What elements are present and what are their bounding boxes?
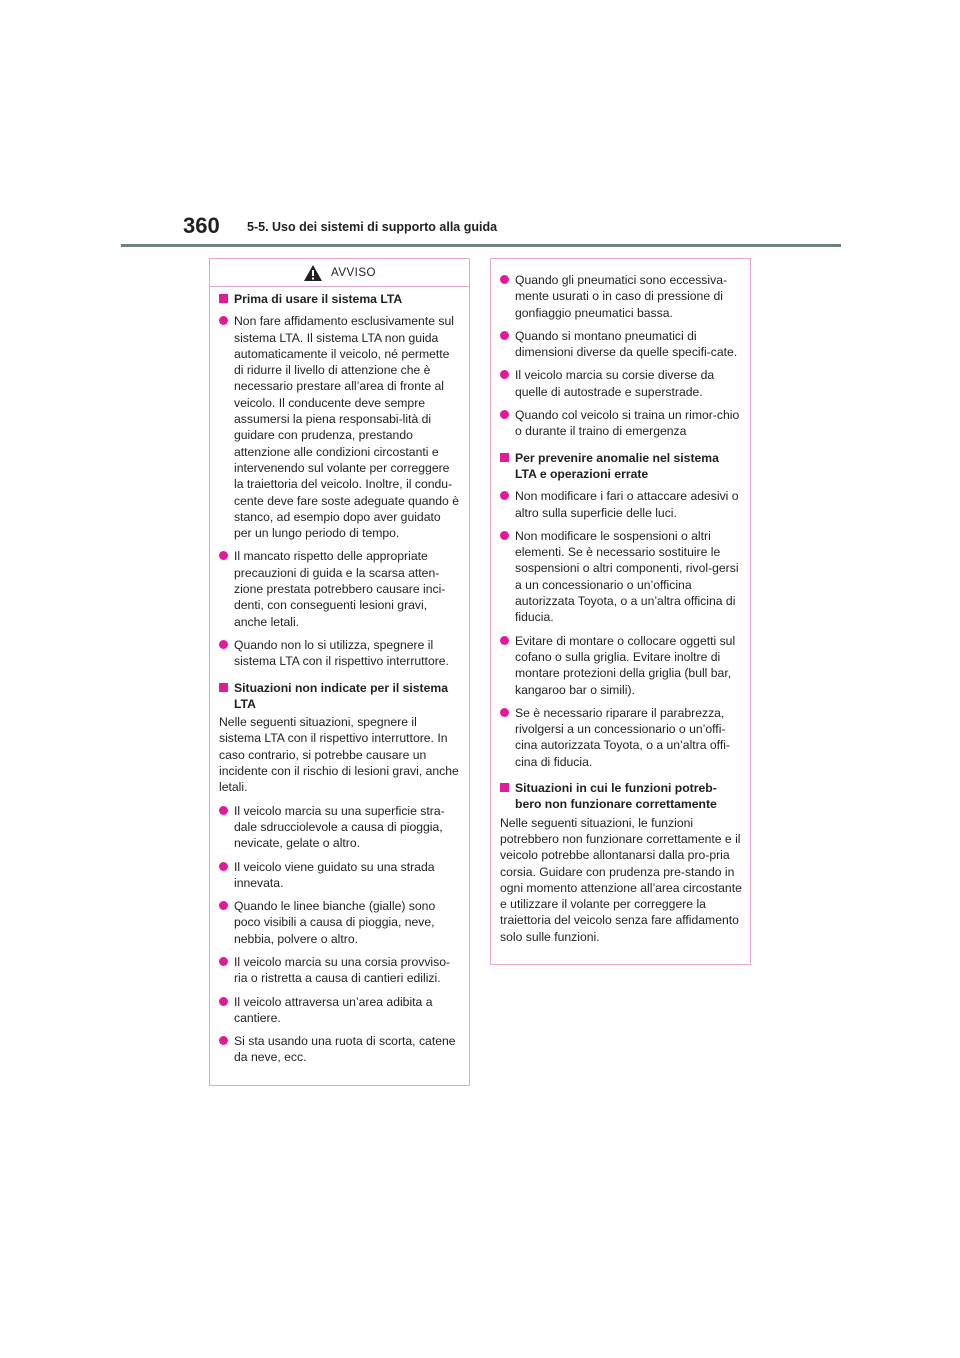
header-divider [121, 244, 841, 247]
circle-bullet-icon [500, 370, 509, 379]
paragraph: Nelle seguenti situazioni, le funzioni potrebbero non funzionare correttamente e il veicolo potrebbe allontanarsi dalla pro-pria corsia. Guidare con prudenza pre-stando in ogni momento attenzione all’area circostante e utilizzare il volante per correggere la traiettoria del veicolo senza fare affidamento solo sulle funzioni. [500, 815, 742, 944]
subsection-heading-text: Situazioni non indicate per il sistema LTA [234, 680, 449, 711]
circle-bullet-icon [500, 636, 509, 645]
bullet-item-text: Il veicolo marcia su corsie diverse da quelle di autostrade e superstrade. [515, 368, 715, 399]
circle-bullet-icon [219, 806, 228, 815]
subsection-heading-text: Per prevenire anomalie nel sistema LTA e operazioni errate [515, 450, 719, 481]
bullet-item-text: Non modificare le sospensioni o altri elementi. Se è necessario sostituire le sospensioni o altri componenti, rivol-gersi a un concessionario o un’officina autorizzata Toyota, o a un’altra officina di fiducia. [515, 528, 739, 625]
circle-bullet-icon [219, 901, 228, 910]
circle-bullet-icon [500, 708, 509, 717]
subsection-heading [219, 291, 461, 307]
circle-bullet-icon [219, 957, 228, 966]
bullet-item-text: Si sta usando una ruota di scorta, catene da neve, ecc. [234, 1034, 456, 1065]
bullet-item-text: Quando gli pneumatici sono eccessiva-mente usurati o in caso di pressione di gonfiaggio pneumatici bassa. [515, 273, 728, 320]
circle-bullet-icon [219, 862, 228, 871]
subsection-heading-text: Situazioni in cui le funzioni potreb-bero non funzionare correttamente [515, 781, 717, 812]
warning-label: AVVISO [331, 266, 376, 279]
square-bullet-icon [500, 783, 509, 792]
page-number: 360 [183, 213, 220, 238]
circle-bullet-icon [500, 410, 509, 419]
bullet-item [500, 528, 742, 626]
bullet-item-text: Non modificare i fari o attaccare adesivi o altro sulla superficie delle luci. [515, 489, 739, 520]
subsection-heading [500, 780, 742, 813]
bullet-item-text: Quando non lo si utilizza, spegnere il sistema LTA con il rispettivo interruttore. [234, 637, 449, 669]
bullet-item [500, 407, 742, 440]
circle-bullet-icon [219, 640, 228, 649]
bullet-item [219, 994, 461, 1027]
bullet-item [219, 1033, 461, 1066]
bullet-item [219, 898, 461, 947]
bullet-item-text: Il veicolo attraversa un’area adibita a cantiere. [234, 994, 433, 1025]
subsection-heading-text: Prima di usare il sistema LTA [234, 292, 403, 306]
bullet-item [219, 954, 461, 987]
square-bullet-icon [500, 453, 509, 462]
warning-header [210, 259, 469, 287]
bullet-item-text: Se è necessario riparare il parabrezza, rivolgersi a un concessionario o un’offi-cina autorizzata Toyota, o a un’altra offi-cina di fiducia. [515, 705, 730, 769]
bullet-item-text: Il veicolo marcia su una corsia provviso-ria o ristretta a causa di cantieri edilizi. [234, 954, 451, 986]
bullet-item-text: Il mancato rispetto delle appropriate precauzioni di guida e la scarsa atten-zione prestata potrebbero causare inci-denti, con conseguenti lesioni gravi, anche letali. [234, 549, 446, 629]
bullet-item-text: Il veicolo marcia su una superficie stra-dale sdrucciolevole a causa di pioggia, nevicate, gelate o altro. [234, 803, 445, 851]
subsection-heading [219, 680, 461, 713]
bullet-item-text: Quando col veicolo si traina un rimor-chio o durante il traino di emergenza [515, 408, 740, 439]
bullet-item-text: Quando le linee bianche (gialle) sono poco visibili a causa di pioggia, neve, nebbia, polvere o altro. [234, 899, 436, 946]
bullet-item [219, 548, 461, 629]
section-title: 5-5. Uso dei sistemi di supporto alla guida [247, 220, 498, 234]
bullet-item-text: Quando si montano pneumatici di dimensioni diverse da quelle specifi-cate. [515, 328, 738, 360]
circle-bullet-icon [500, 275, 509, 284]
bullet-item-text: Evitare di montare o collocare oggetti sul cofano o sulla griglia. Evitare inoltre di montare protezioni della griglia (bull bar, kangaroo bar o simili). [515, 633, 736, 697]
bullet-item [500, 272, 742, 321]
warning-box-right [490, 258, 751, 965]
bullet-item [500, 633, 742, 698]
bullet-item [219, 637, 461, 670]
bullet-item [219, 313, 461, 541]
circle-bullet-icon [219, 997, 228, 1006]
square-bullet-icon [219, 294, 228, 303]
bullet-item-text: Non fare affidamento esclusivamente sul sistema LTA. Il sistema LTA non guida automaticamente il veicolo, né permette di ridurre il livello di attenzione che è necessario prestare all’area di fronte al veicolo. Il conducente deve sempre assumersi la piena responsabi-lità di guidare con prudenza, prestando attenzione alle condizioni circostanti e intervenendo sul volante per correggere la traiettoria del veicolo. Inoltre, il condu-cente deve fare soste adeguate quando è stanco, ad esempio dopo aver guidato per un lungo periodo di tempo. [234, 314, 459, 541]
warning-content-right [491, 259, 750, 945]
bullet-item-text: Il veicolo viene guidato su una strada innevata. [234, 859, 435, 890]
bullet-item [500, 367, 742, 400]
square-bullet-icon [219, 683, 228, 692]
circle-bullet-icon [219, 551, 228, 560]
bullet-item [219, 803, 461, 852]
paragraph: Nelle seguenti situazioni, spegnere il sistema LTA con il rispettivo interruttore. In caso contrario, si potrebbe causare un incidente con il rischio di lesioni gravi, anche letali. [219, 715, 459, 795]
circle-bullet-icon [219, 316, 228, 325]
bullet-item [219, 859, 461, 892]
warning-content-left [210, 287, 469, 1066]
warning-box-left [209, 258, 470, 1086]
bullet-item [500, 328, 742, 361]
circle-bullet-icon [500, 491, 509, 500]
circle-bullet-icon [500, 331, 509, 340]
circle-bullet-icon [500, 531, 509, 540]
circle-bullet-icon [219, 1036, 228, 1045]
bullet-item [500, 705, 742, 770]
warning-triangle-icon [303, 264, 323, 282]
subsection-heading [500, 450, 742, 483]
bullet-item [500, 488, 742, 521]
